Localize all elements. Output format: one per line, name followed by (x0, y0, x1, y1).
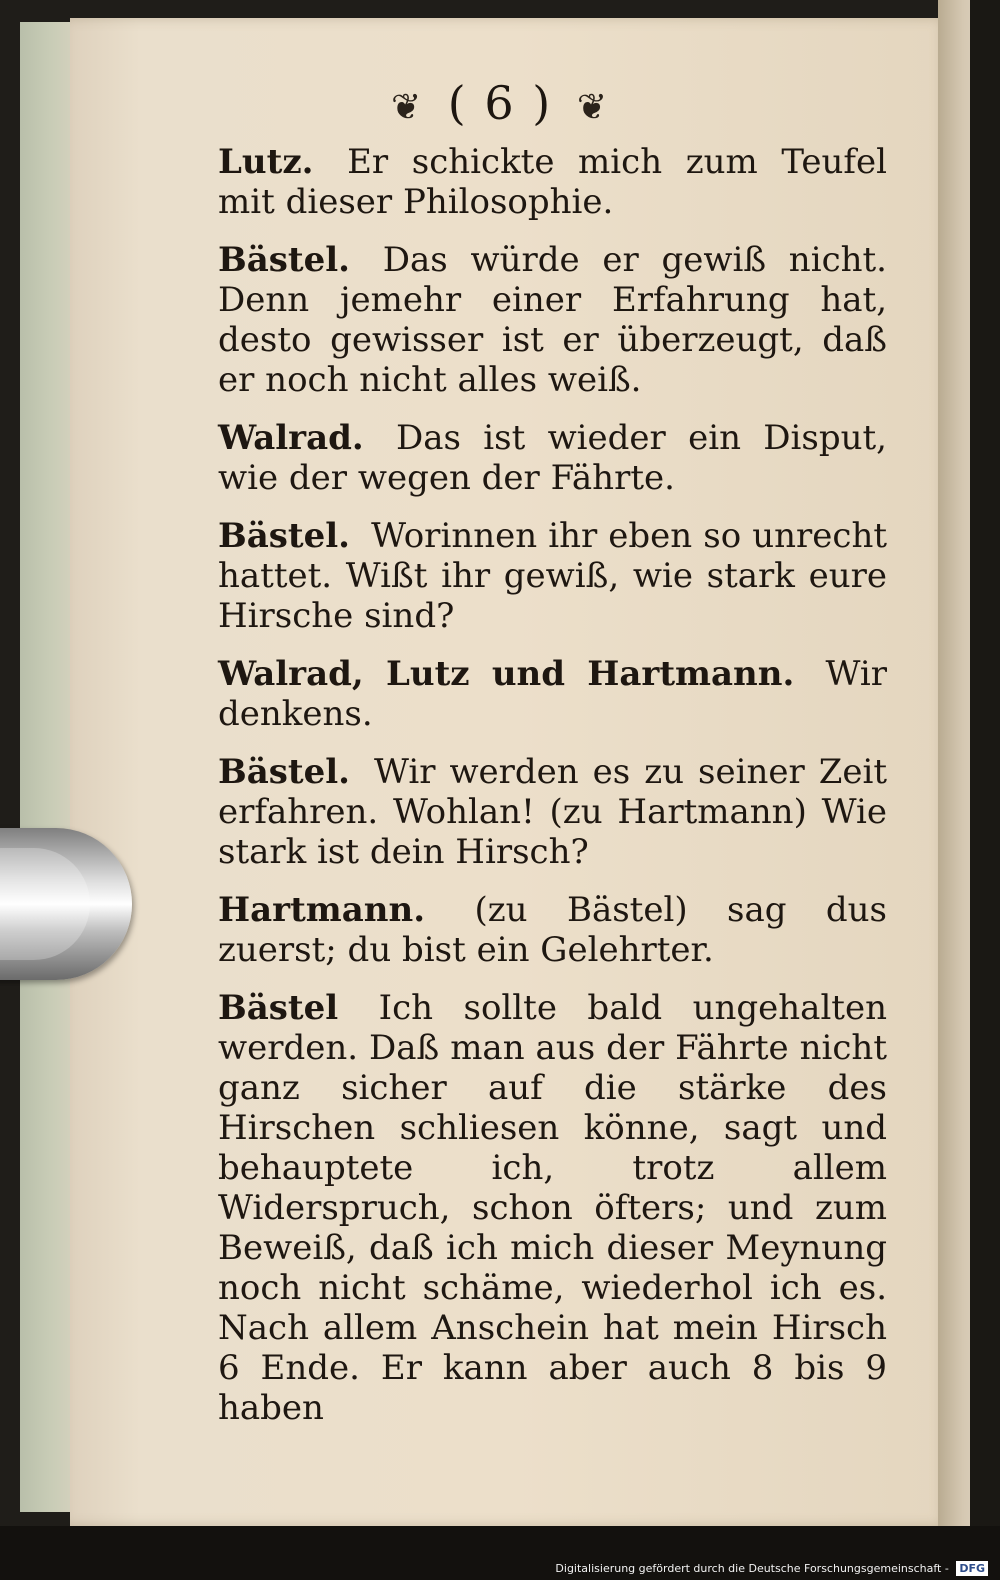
speech-text: Ich sollte bald ungehalten werden. Daß man aus der Fährte nicht ganz sicher auf die stärke des Hirschen schliesen könne, sagt und behauptete ich, trotz allem Widerspruch, schon öfters; und zum Beweiß, daß ich mich dieser Meynung noch nicht schäme, wiederhol ich es. Nach allem Anschein hat mein Hirsch 6 Ende. Er kann aber auch 8 bis 9 haben (218, 988, 887, 1428)
dialogue-paragraph-baestel-1 (172, 240, 887, 400)
left-ornament-icon: ❦ (391, 86, 424, 128)
speaker-name: Bästel. (218, 516, 350, 556)
dialogue-paragraph-baestel-3 (172, 752, 887, 872)
dfg-logo: DFG (956, 1561, 988, 1576)
dfg-footer-text: Digitalisierung gefördert durch die Deutsche Forschungsgemeinschaft - (555, 1562, 949, 1575)
right-dark-strip (970, 0, 1000, 1580)
dialogue-text (172, 142, 887, 1446)
dialogue-paragraph-hartmann (172, 890, 887, 970)
dialogue-paragraph-baestel-4 (172, 988, 887, 1428)
speaker-name: Bästel. (218, 752, 350, 792)
dialogue-paragraph-walrad-1 (172, 418, 887, 498)
speaker-name: Lutz. (218, 142, 314, 182)
dialogue-paragraph-group (172, 654, 887, 734)
speaker-name: Walrad. (218, 418, 364, 458)
dialogue-paragraph-lutz-1 (172, 142, 887, 222)
speech-text: Wir denkens. (218, 654, 887, 734)
speaker-name: Bästel (218, 988, 339, 1028)
speech-text: Wir werden es zu seiner Zeit erfahren. Wohlan! (zu Hartmann) Wie stark ist dein Hirsch? (218, 752, 887, 872)
dialogue-paragraph-baestel-2 (172, 516, 887, 636)
right-ornament-icon: ❦ (576, 86, 609, 128)
speech-text: Das würde er gewiß nicht. Denn jemehr einer Erfahrung hat, desto gewisser ist er überzeugt, daß er noch nicht alles weiß. (218, 240, 887, 400)
speaker-name: Bästel. (218, 240, 350, 280)
speech-text: (zu Bästel) sag dus zuerst; du bist ein Gelehrter. (218, 890, 888, 970)
speaker-name: Walrad, Lutz und Hartmann. (218, 654, 795, 694)
speech-text: Er schickte mich zum Teufel mit dieser Philosophie. (218, 142, 888, 222)
page-header (0, 76, 1000, 130)
speech-text: Das ist wieder ein Disput, wie der wegen der Fährte. (218, 418, 887, 498)
page-number: ( 6 ) (447, 76, 553, 130)
speech-text: Worinnen ihr eben so unrecht hattet. Wißt ihr gewiß, wie stark eure Hirsche sind? (218, 516, 888, 636)
dfg-footer (555, 1561, 988, 1576)
speaker-name: Hartmann. (218, 890, 426, 930)
